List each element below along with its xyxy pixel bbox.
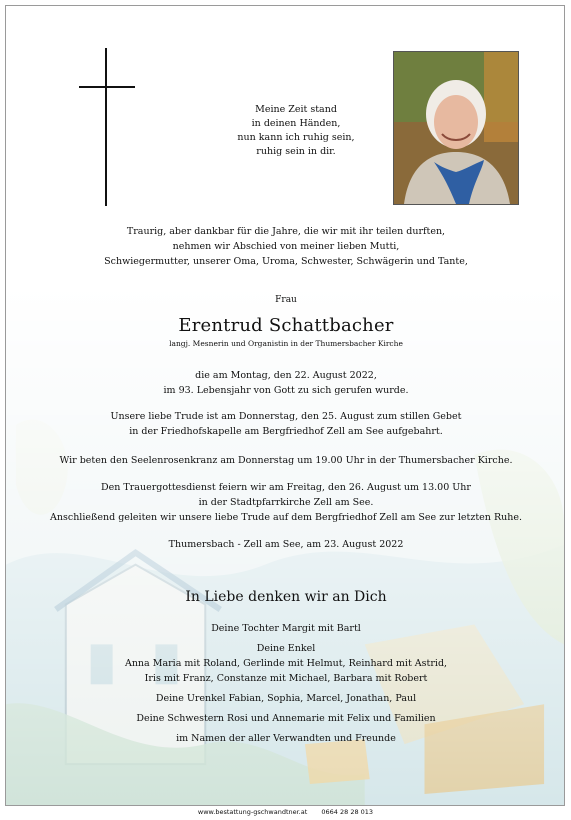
funeral-notice	[6, 480, 565, 525]
family-grandchildren-line: Iris mit Franz, Constanze mit Michael, Barbara mit Robert	[144, 673, 428, 684]
verse-line: Meine Zeit stand	[255, 104, 337, 115]
family-sisters: Deine Schwestern Rosi und Annemarie mit Felix und Familien	[136, 713, 436, 724]
death-notice	[6, 368, 565, 398]
portrait-photo	[393, 51, 519, 205]
footer-website[interactable]: www.bestattung-gschwandtner.at	[197, 808, 308, 816]
obituary-card	[5, 5, 565, 806]
intro-line: nehmen wir Abschied von meiner lieben Mutti,	[172, 241, 400, 252]
salutation: Frau	[275, 295, 297, 305]
intro-text	[6, 224, 565, 269]
funeral-line: Den Trauergottesdienst feiern wir am Freitag, den 26. August um 13.00 Uhr	[101, 482, 471, 493]
family-list	[6, 621, 565, 746]
cross-symbol	[79, 48, 135, 206]
family-grandchildren-line: Anna Maria mit Roland, Gerlinde mit Helmut, Reinhard mit Astrid,	[124, 658, 448, 669]
family-daughter: Deine Tochter Margit mit Bartl	[211, 623, 361, 634]
family-relatives: im Namen der aller Verwandten und Freunde	[176, 733, 396, 744]
rosary-notice: Wir beten den Seelenrosenkranz am Donnerstag um 19.00 Uhr in der Thumersbacher Kirche.	[59, 455, 513, 466]
viewing-notice	[6, 409, 565, 439]
deceased-role: langj. Mesnerin und Organistin in der Thumersbacher Kirche	[169, 339, 403, 348]
verse-line: in deinen Händen,	[251, 118, 341, 129]
verse-line: nun kann ich ruhig sein,	[237, 132, 355, 143]
family-great-grandchildren: Deine Urenkel Fabian, Sophia, Marcel, Jonathan, Paul	[155, 693, 417, 704]
footer	[0, 808, 571, 816]
verse-line: ruhig sein in dir.	[256, 146, 336, 157]
death-line: die am Montag, den 22. August 2022,	[195, 370, 377, 381]
death-line: im 93. Lebensjahr von Gott zu sich gerufen wurde.	[163, 385, 409, 396]
verse	[221, 103, 371, 159]
place-date: Thumersbach - Zell am See, am 23. August 2022	[168, 539, 404, 550]
funeral-line: Anschließend geleiten wir unsere liebe Trude auf dem Bergfriedhof Zell am See zur letzten Ruhe.	[50, 512, 522, 523]
deceased-name: Erentrud Schattbacher	[178, 315, 394, 336]
intro-line: Schwiegermutter, unserer Oma, Uroma, Schwester, Schwägerin und Tante,	[104, 256, 468, 267]
intro-line: Traurig, aber dankbar für die Jahre, die wir mit ihr teilen durften,	[126, 226, 446, 237]
footer-phone: 0664 28 28 013	[321, 808, 374, 816]
viewing-line: in der Friedhofskapelle am Bergfriedhof Zell am See aufgebahrt.	[129, 426, 443, 437]
family-grandchildren-label: Deine Enkel	[256, 643, 316, 654]
viewing-line: Unsere liebe Trude ist am Donnerstag, den 25. August zum stillen Gebet	[110, 411, 462, 422]
memorial-heading: In Liebe denken wir an Dich	[185, 589, 387, 605]
funeral-line: in der Stadtpfarrkirche Zell am See.	[198, 497, 374, 508]
